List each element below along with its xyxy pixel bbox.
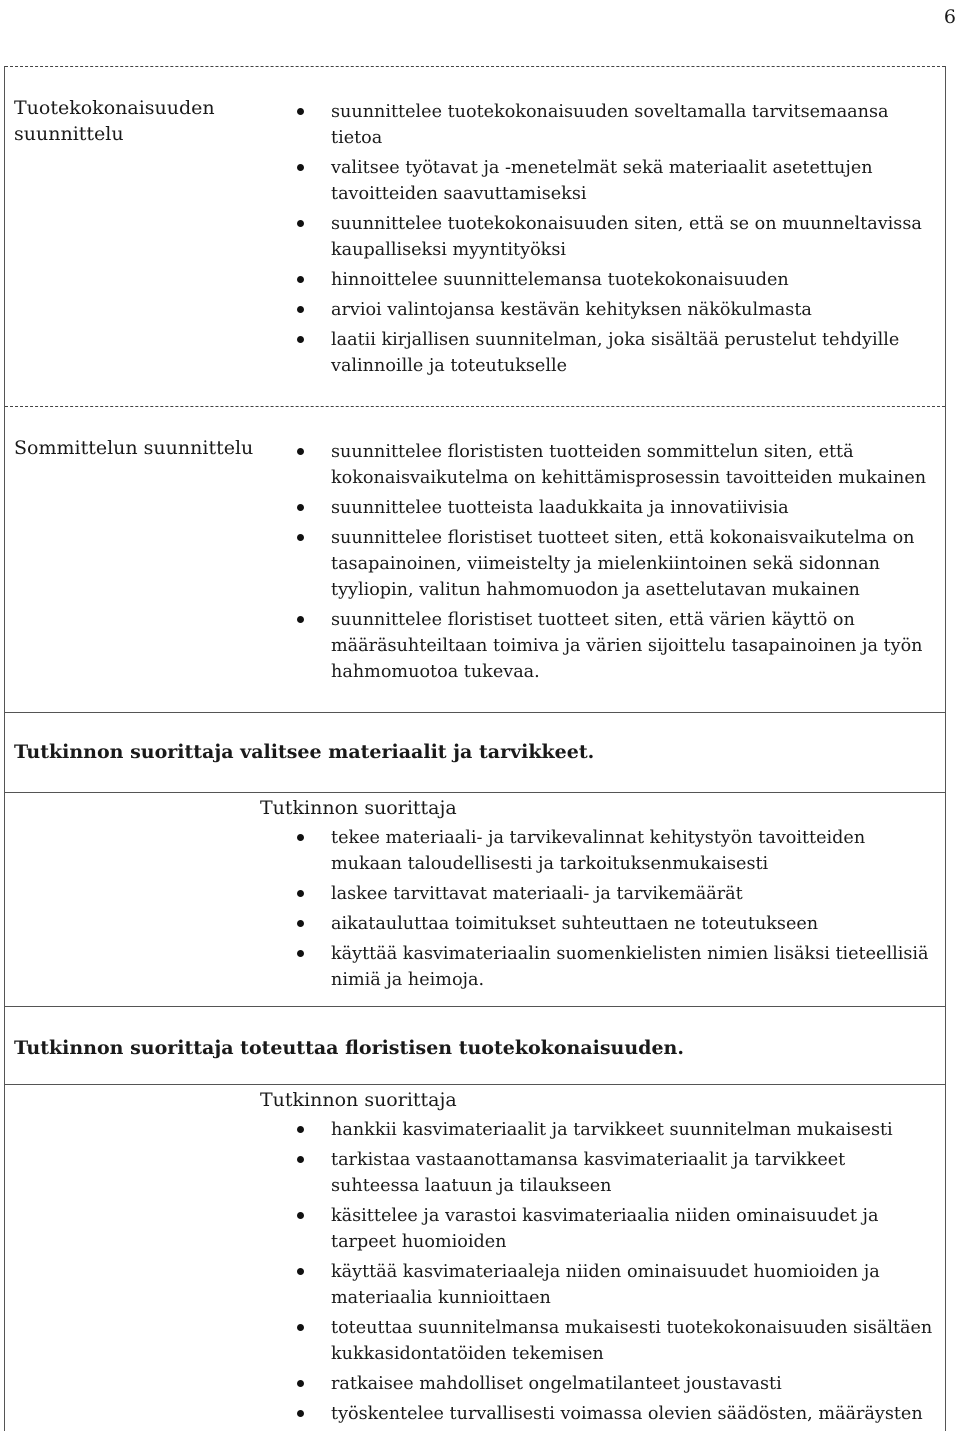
section-label: Sommittelun suunnittelu [14,437,254,459]
execute-heading-row [5,1006,945,1084]
list-item: arvioi valintojansa kestävän kehityksen näkökulmasta [288,297,933,323]
criteria-list [288,99,933,383]
list-item: ratkaisee mahdolliset ongelmatilanteet joustavasti [288,1371,933,1397]
execute-subhead: Tutkinnon suorittaja [260,1089,457,1111]
criteria-list [288,439,933,689]
materials-content [5,792,945,1006]
list-item: suunnittelee tuotteista laadukkaita ja innovatiivisia [288,495,933,521]
criteria-list [288,825,933,997]
list-item: hinnoittelee suunnittelemansa tuotekokonaisuuden [288,267,933,293]
execute-content [5,1084,945,1431]
page-number: 6 [943,6,956,28]
list-item: käyttää kasvimateriaaleja niiden ominaisuudet huomioiden ja materiaalia kunnioittaen [288,1259,933,1311]
list-item: suunnittelee florististen tuotteiden sommittelun siten, että kokonaisvaikutelma on kehittämisprosessin tavoitteiden mukainen [288,439,933,491]
section-product-planning [5,66,945,406]
list-item: suunnittelee floristiset tuotteet siten, että kokonaisvaikutelma on tasapainoinen, viimeistelty ja mielenkiintoinen sekä sidonnan tyyliopin, valitun hahmomuodon ja asettelutavan mukainen [288,525,933,603]
materials-heading: Tutkinnon suorittaja valitsee materiaalit ja tarvikkeet. [14,741,595,763]
list-item: valitsee työtavat ja -menetelmät sekä materiaalit asetettujen tavoitteiden saavuttamiseksi [288,155,933,207]
list-item: laskee tarvittavat materiaali- ja tarvikemäärät [288,881,933,907]
list-item: käyttää kasvimateriaalin suomenkielisten nimien lisäksi tieteellisiä nimiä ja heimoja. [288,941,933,993]
criteria-list [288,1117,933,1431]
materials-heading-row [5,712,945,792]
execute-heading: Tutkinnon suorittaja toteuttaa floristisen tuotekokonaisuuden. [14,1037,684,1059]
list-item: suunnittelee floristiset tuotteet siten, että värien käyttö on määräsuhteiltaan toimiva ja värien sijoittelu tasapainoinen ja työn hahmomuotoa tukevaa. [288,607,933,685]
list-item: tekee materiaali- ja tarvikevalinnat kehitystyön tavoitteiden mukaan taloudellisesti ja tarkoituksenmukaisesti [288,825,933,877]
materials-subhead: Tutkinnon suorittaja [260,797,457,819]
list-item: hankkii kasvimateriaalit ja tarvikkeet suunnitelman mukaisesti [288,1117,933,1143]
list-item: käsittelee ja varastoi kasvimateriaalia niiden ominaisuudet ja tarpeet huomioiden [288,1203,933,1255]
list-item: aikatauluttaa toimitukset suhteuttaen ne toteutukseen [288,911,933,937]
list-item: suunnittelee tuotekokonaisuuden siten, että se on muunneltavissa kaupalliseksi myyntityöksi [288,211,933,263]
list-item: laatii kirjallisen suunnitelman, joka sisältää perustelut tehdyille valinnoille ja toteutukselle [288,327,933,379]
list-item: toteuttaa suunnitelmansa mukaisesti tuotekokonaisuuden sisältäen kukkasidontatöiden tekemisen [288,1315,933,1367]
section-composition-planning [5,406,945,712]
criteria-table [4,66,946,1431]
list-item: tarkistaa vastaanottamansa kasvimateriaalit ja tarvikkeet suhteessa laatuun ja tilaukseen [288,1147,933,1199]
section-label: Tuotekokonaisuuden suunnittelu [14,97,215,145]
list-item: suunnittelee tuotekokonaisuuden soveltamalla tarvitsemaansa tietoa [288,99,933,151]
list-item: työskentelee turvallisesti voimassa olevien säädösten, määräysten [288,1401,933,1427]
